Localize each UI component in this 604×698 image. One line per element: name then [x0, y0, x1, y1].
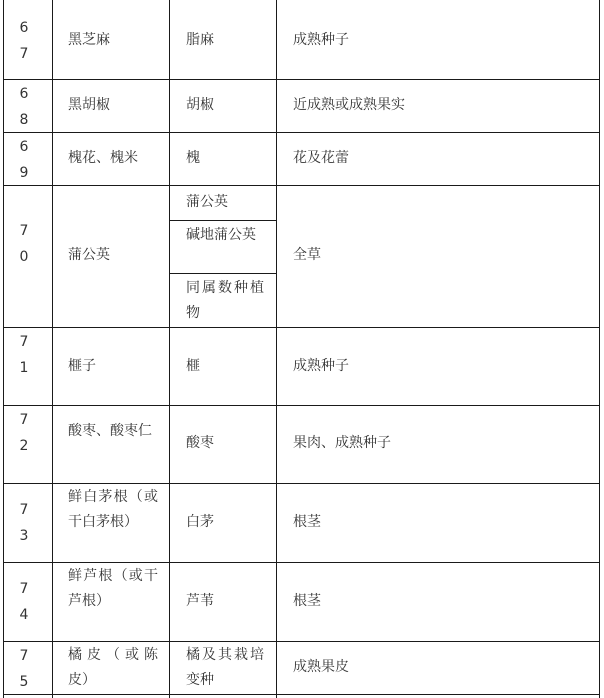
plant-source: 脂麻 [186, 32, 214, 48]
row-number: 7 1 [19, 334, 29, 376]
row-divider [3, 327, 600, 328]
plant-part: 果肉、成熟种子 [293, 435, 391, 451]
food-name: 鲜芦根（或干芦根） [68, 568, 158, 609]
row-number: 7 5 [19, 648, 29, 690]
row-divider [3, 185, 600, 186]
plant-source: 蒲公英 [186, 194, 228, 210]
row-number: 6 9 [19, 139, 29, 181]
food-name: 槐花、槐米 [68, 150, 138, 166]
row-divider [3, 483, 600, 484]
plant-part: 全草 [293, 247, 321, 263]
row-number: 6 8 [19, 86, 29, 128]
plant-source: 槐 [186, 150, 200, 166]
plant-part: 根茎 [293, 514, 321, 530]
plant-source: 白茅 [186, 514, 214, 530]
table-border-right [599, 0, 600, 698]
row-number: 7 4 [19, 581, 29, 623]
table-divider [276, 0, 277, 698]
food-name: 酸枣、酸枣仁 [68, 423, 152, 439]
plant-source: 芦苇 [186, 593, 214, 609]
plant-source: 橘及其栽培变种 [186, 647, 264, 688]
plant-part: 近成熟或成熟果实 [293, 97, 405, 113]
plant-source: 同属数种植物 [186, 280, 264, 321]
food-name: 蒲公英 [68, 247, 110, 263]
row-divider [3, 79, 600, 80]
plant-part: 成熟种子 [293, 32, 349, 48]
plant-part: 成熟果皮 [293, 659, 349, 675]
food-name: 黑芝麻 [68, 32, 110, 48]
row-divider [3, 694, 600, 695]
plant-part: 成熟种子 [293, 358, 349, 374]
row-number: 7 2 [19, 412, 29, 454]
subrow-divider [169, 220, 277, 221]
plant-source: 胡椒 [186, 97, 214, 113]
table-divider [169, 0, 170, 698]
row-number: 7 0 [19, 223, 29, 265]
table-divider [52, 0, 53, 698]
subrow-divider [169, 273, 277, 274]
row-divider [3, 405, 600, 406]
row-divider [3, 641, 600, 642]
row-number: 7 3 [19, 502, 29, 544]
plant-source: 榧 [186, 358, 200, 374]
plant-part: 花及花蕾 [293, 150, 349, 166]
food-name: 鲜白茅根（或干白茅根） [68, 489, 158, 530]
food-name: 榧子 [68, 358, 96, 374]
plant-source: 碱地蒲公英 [186, 227, 256, 243]
plant-source: 酸枣 [186, 435, 214, 451]
row-number: 6 7 [19, 20, 29, 62]
row-divider [3, 132, 600, 133]
row-divider [3, 562, 600, 563]
plant-part: 根茎 [293, 593, 321, 609]
food-name: 黑胡椒 [68, 97, 110, 113]
food-name: 橘皮（或陈皮） [68, 647, 158, 688]
